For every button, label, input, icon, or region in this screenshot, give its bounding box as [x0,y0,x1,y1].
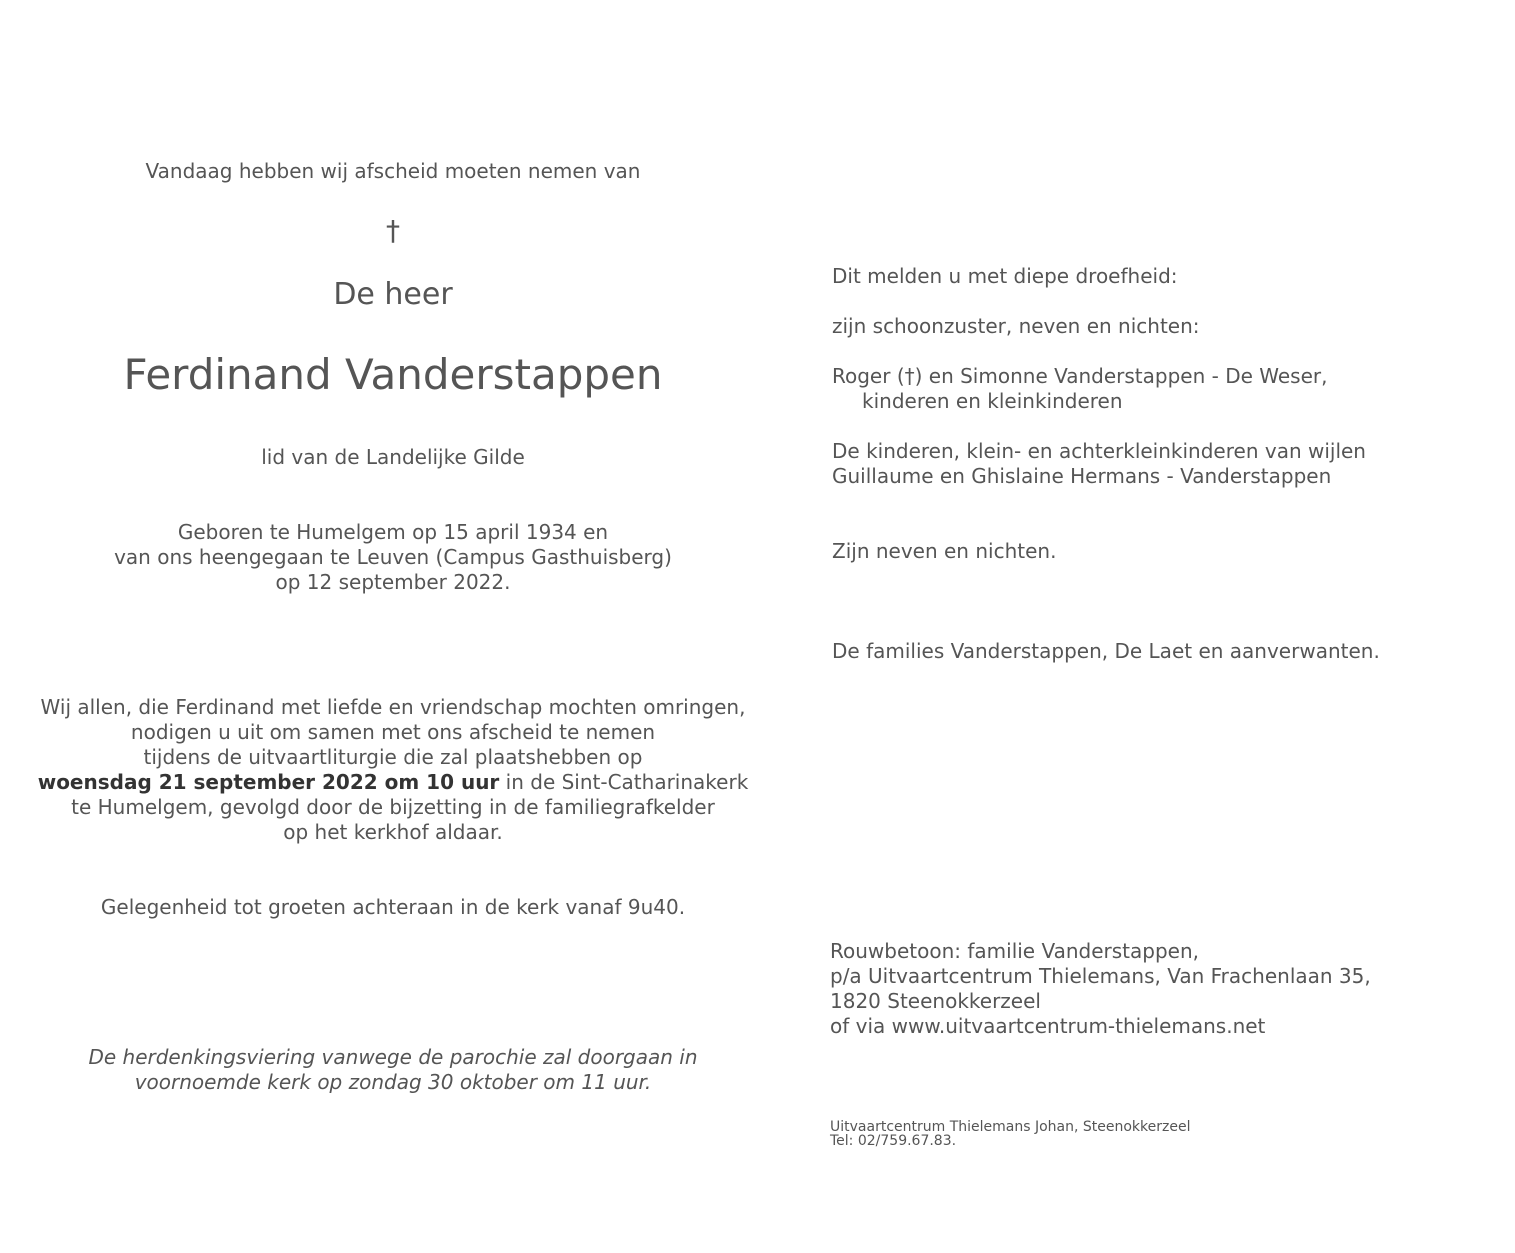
condolence-address [830,939,1371,1039]
funeral-invitation [0,695,786,845]
death-place-line: van ons heengegaan te Leuven (Campus Gasthuisberg) [114,545,672,569]
memorial-line: voornoemde kerk op zondag 30 oktober om 11 uur. [134,1070,652,1094]
family-entry-line: kinderen en kleinkinderen [862,389,1123,413]
invitation-line [0,770,786,795]
relatives-heading: zijn schoonzuster, neven en nichten: [832,314,1200,338]
church-name: in de Sint-Catharinakerk [499,770,749,794]
funeral-home-name: Uitvaartcentrum Thielemans Johan, Steenokkerzeel [830,1119,1191,1135]
invitation-line: tijdens de uitvaartliturgie die zal plaatshebben op [143,745,643,769]
cross-icon: † [386,214,400,247]
family-entry-line: Guillaume en Ghislaine Hermans - Vanderstappen [832,464,1332,488]
funeral-home-footer [830,1120,1190,1148]
cousins-text: Zijn neven en nichten. [832,539,1057,563]
announcement-text: Dit melden u met diepe droefheid: [832,264,1178,288]
invitation-line: op het kerkhof aldaar. [283,820,503,844]
condolence-line: 1820 Steenokkerzeel [830,989,1041,1013]
condolence-line: p/a Uitvaartcentrum Thielemans, Van Frachenlaan 35, [830,964,1371,988]
salutation: De heer [333,277,453,312]
condolence-website: of via www.uitvaartcentrum-thielemans.net [830,1014,1266,1038]
family-entry [832,364,1327,414]
family-entry-line: Roger (†) en Simonne Vanderstappen - De Weser, [832,364,1328,388]
deceased-name: Ferdinand Vanderstappen [123,350,663,399]
intro-text: Vandaag hebben wij afscheid moeten nemen van [145,159,641,183]
memorial-line: De herdenkingsviering vanwege de parochie zal doorgaan in [88,1045,698,1069]
family-entry-line: De kinderen, klein- en achterkleinkinderen van wijlen [832,439,1366,463]
membership-text: lid van de Landelijke Gilde [261,445,525,469]
funeral-home-phone: Tel: 02/759.67.83. [830,1133,957,1149]
condolence-line: Rouwbetoon: familie Vanderstappen, [830,939,1199,963]
invitation-line: Wij allen, die Ferdinand met liefde en vriendschap mochten omringen, [40,695,746,719]
death-date-line: op 12 september 2022. [275,570,511,594]
invitation-line: nodigen u uit om samen met ons afscheid te nemen [130,720,656,744]
families-text: De families Vanderstappen, De Laet en aanverwanten. [832,639,1380,663]
greeting-info: Gelegenheid tot groeten achteraan in de kerk vanaf 9u40. [100,895,686,919]
invitation-line: te Humelgem, gevolgd door de bijzetting in de familiegrafkelder [71,795,715,819]
birth-death-details [0,520,786,595]
funeral-date-time: woensdag 21 september 2022 om 10 uur [37,770,500,794]
birth-line: Geboren te Humelgem op 15 april 1934 en [177,520,609,544]
memorial-service-info [0,1045,786,1095]
family-entry [832,439,1366,489]
